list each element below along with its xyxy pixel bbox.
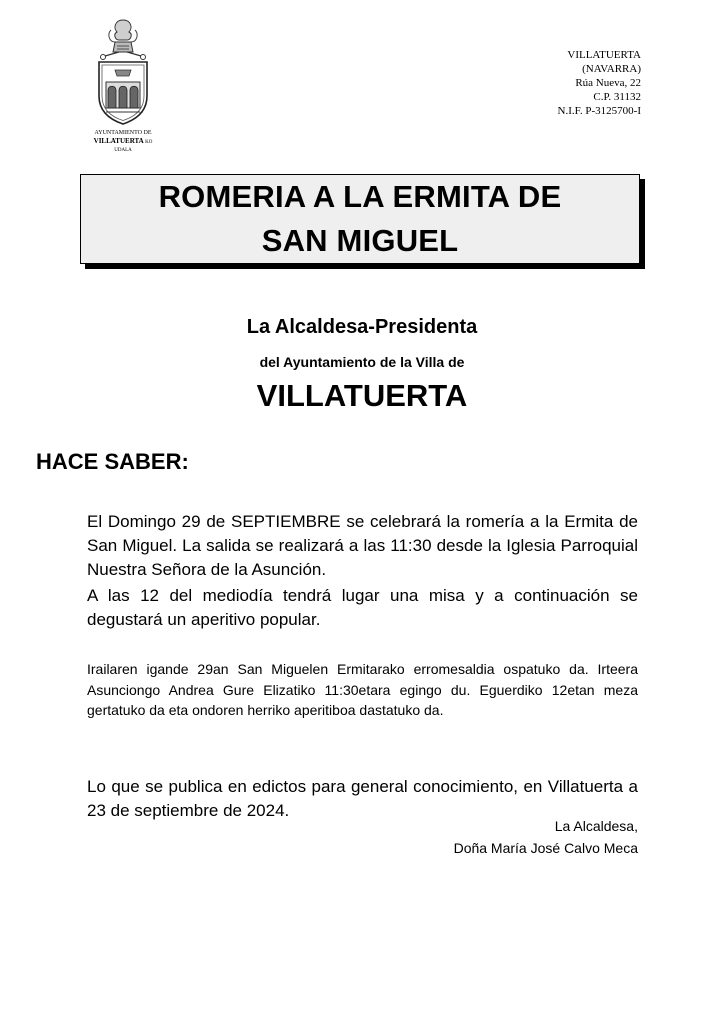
municipal-seal — [84, 16, 162, 151]
paragraph-basque: Irailaren igande 29an San Miguelen Ermitarako erromesaldia ospatuko da. Irteera Asunciongo Andrea Gure Elizatiko 11:30etara egingo du. Eguerdiko 12etan meza gertatuko da eta ondoren herriko aperitiboa dastatuko da. — [87, 661, 638, 718]
coat-of-arms-icon — [93, 16, 153, 128]
seal-line-2-suffix: KO — [145, 140, 153, 145]
signature-name: Doña María José Calvo Meca — [453, 840, 638, 856]
seal-line-1: AYUNTAMIENTO DE — [94, 130, 152, 136]
address-line: N.I.F. P-3125700-I — [557, 105, 641, 117]
issuer-town: VILLATUERTA — [256, 378, 468, 413]
issuer-subtitle: del Ayuntamiento de la Villa de — [259, 354, 465, 370]
title-box — [80, 174, 640, 264]
title-line-2: SAN MIGUEL — [261, 223, 459, 258]
town-address — [558, 48, 641, 118]
paragraph-closing: Lo que se publica en edictos para general conocimiento, en Villatuerta a 23 de septiembre de 2024. — [87, 777, 638, 820]
address-line: VILLATUERTA — [567, 49, 641, 61]
address-line: (NAVARRA) — [582, 63, 641, 75]
issuer-title: La Alcaldesa-Presidenta — [246, 316, 478, 338]
seal-caption — [84, 129, 162, 155]
address-line: C.P. 31132 — [593, 91, 641, 103]
address-line: Rúa Nueva, 22 — [575, 77, 641, 89]
signature-role: La Alcaldesa, — [554, 818, 638, 834]
paragraph-mass: A las 12 del mediodía tendrá lugar una misa y a continuación se degustará un aperitivo popular. — [87, 586, 638, 629]
hace-saber-heading: HACE SABER: — [36, 449, 189, 474]
seal-line-2: VILLATUERTA KO — [93, 137, 153, 145]
title-line-1: ROMERIA A LA ERMITA DE — [158, 179, 562, 214]
paragraph-announcement: El Domingo 29 de SEPTIEMBRE se celebrará la romería a la Ermita de San Miguel. La salida se realizará a las 11:30 desde la Iglesia Parroquial Nuestra Señora de la Asunción. — [87, 512, 638, 579]
seal-line-3: UDALA — [114, 148, 132, 153]
